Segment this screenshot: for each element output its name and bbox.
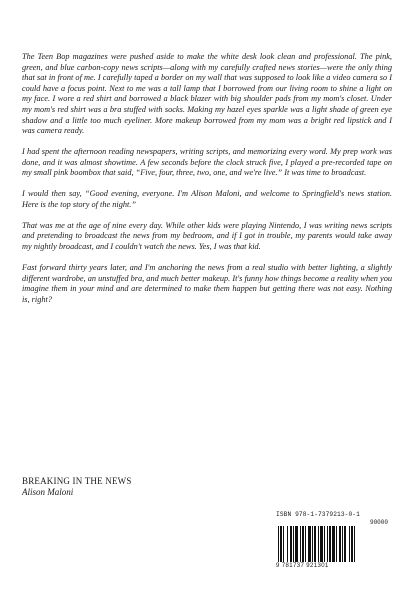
isbn-number: ISBN 978-1-7379213-0-1	[276, 511, 360, 518]
paragraph-5: Fast forward thirty years later, and I'm anchoring the news from a real studio with better lighting, a slightly different wardrobe, an unstuffed bra, and much better makeup. It's funny how things become a reality when you imagine them in your mind and are determined to make them happen but getting there was not easy. Nothing is, right?	[22, 263, 392, 304]
book-author: Alison Maloni	[22, 487, 74, 497]
cover-blurb	[22, 52, 392, 316]
paragraph-1: The Teen Bop magazines were pushed aside to make the white desk look clean and professional. The pink, green, and blue carbon-copy news scripts—along with my carefully crafted news stories—were the only thing that sat in front of me. I carefully taped a border on my wall that was supposed to look like a video camera so I could have a focus point. Next to me was a tall lamp that I borrowed from our living room to shine a light on my face. I wore a red shirt and borrowed a black blazer with big shoulder pads from my mom's closet. Under my mom's red shirt was a bra stuffed with socks. Making my hazel eyes sparkle was a light shade of green eye shadow and a little too much eyeliner. More makeup borrowed from my mom was a bright red lipstick and I was camera ready.	[22, 52, 392, 136]
barcode-bars-icon	[278, 526, 388, 562]
paragraph-4: That was me at the age of nine every day. While other kids were playing Nintendo, I was writing news scripts and pretending to broadcast the news from my bedroom, and if I got in trouble, my parents would take away my nightly broadcast, and I couldn't watch the news. Yes, I was that kid.	[22, 220, 392, 252]
paragraph-3: I would then say, “Good evening, everyone. I'm Alison Maloni, and welcome to Springfield's news station. Here is the top story of the night.”	[22, 189, 392, 209]
price-code: 90000	[369, 519, 388, 526]
paragraph-2: I had spent the afternoon reading newspapers, writing scripts, and memorizing every word. My prep work was done, and it was almost showtime. A few seconds before the clock struck five, I played a pre-recorded tape on my small pink boombox that said, “Five, four, three, two, one, and we're live.” It was time to broadcast.	[22, 147, 392, 178]
book-credit	[22, 476, 132, 498]
barcode-digits: 9 781737 921301	[276, 563, 329, 569]
isbn-barcode	[276, 511, 390, 571]
book-title: BREAKING IN THE NEWS	[22, 476, 132, 486]
